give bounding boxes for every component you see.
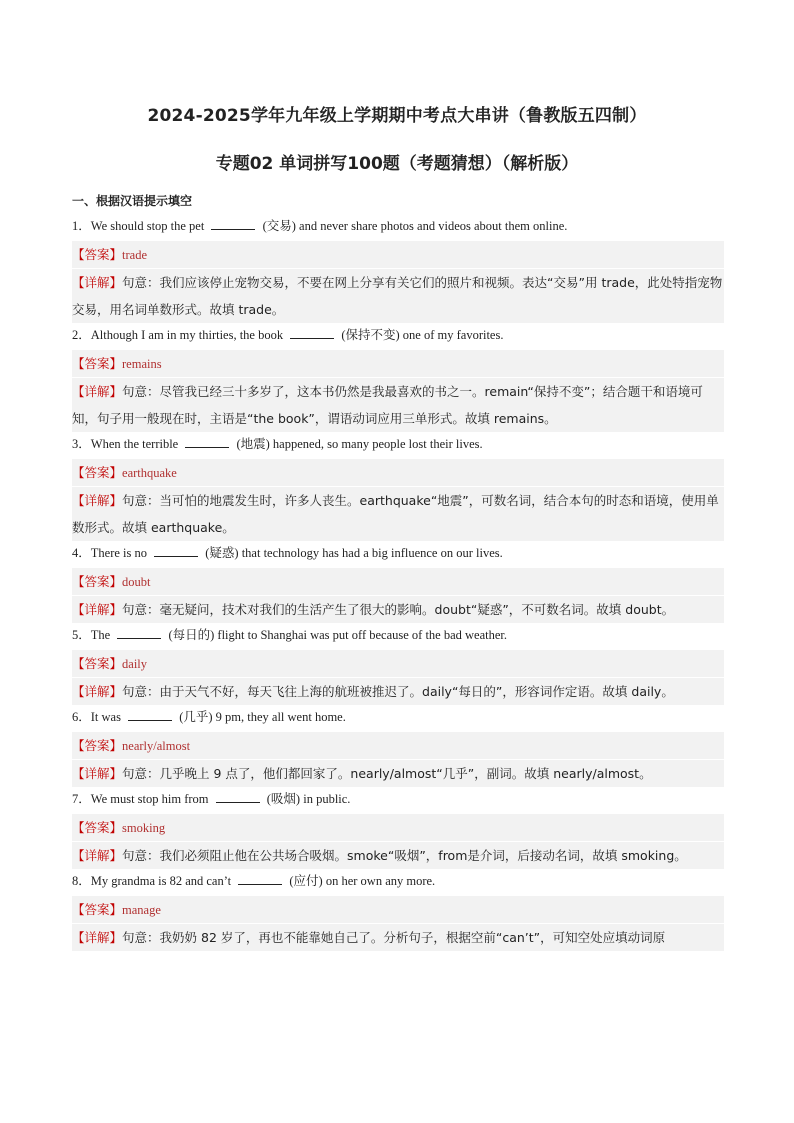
answer-value: earthquake bbox=[122, 466, 177, 480]
answer-value: smoking bbox=[122, 821, 166, 835]
detail-tag: 【详解】 bbox=[72, 384, 123, 399]
answer-blank bbox=[216, 790, 260, 803]
question-item bbox=[72, 787, 724, 814]
question-text-before: When the terrible bbox=[90, 437, 182, 451]
answer-line bbox=[72, 568, 724, 596]
question-number: 1． bbox=[72, 219, 91, 233]
detail-tag: 【详解】 bbox=[72, 684, 123, 699]
answer-line bbox=[72, 732, 724, 760]
explanation-text: 句意：我奶奶 82 岁了，再也不能靠她自己了。分析句子，根据空前“can’t”，可知空处应填动词原 bbox=[122, 930, 666, 945]
detail-tag: 【详解】 bbox=[72, 930, 123, 945]
answer-line bbox=[72, 896, 724, 924]
question-text-before: We must stop him from bbox=[90, 792, 212, 806]
question-number: 7． bbox=[72, 792, 91, 806]
explanation-line bbox=[72, 678, 724, 705]
answer-blank bbox=[128, 708, 172, 721]
question-item bbox=[72, 323, 724, 350]
explanation-text: 句意：由于天气不好，每天飞往上海的航班被推迟了。daily“每日的”，形容词作定语。故填 daily。 bbox=[122, 684, 674, 699]
question-item bbox=[72, 214, 724, 241]
explanation-text: 句意：毫无疑问，技术对我们的生活产生了很大的影响。doubt“疑惑”，不可数名词。故填 doubt。 bbox=[122, 602, 675, 617]
answer-line bbox=[72, 814, 724, 842]
explanation-text: 句意：几乎晚上 9 点了，他们都回家了。nearly/almost“几乎”，副词。故填 nearly/almost。 bbox=[122, 766, 652, 781]
question-item bbox=[72, 869, 724, 896]
question-text-before: My grandma is 82 and can’t bbox=[90, 874, 235, 888]
answer-tag: 【答案】 bbox=[72, 656, 123, 671]
explanation-line bbox=[72, 487, 724, 541]
question-hint: (地震) happened, so many people lost their lives. bbox=[233, 437, 483, 451]
question-hint: (应付) on her own any more. bbox=[286, 874, 436, 888]
question-item bbox=[72, 541, 724, 568]
answer-tag: 【答案】 bbox=[72, 574, 123, 589]
solution-box bbox=[72, 241, 724, 323]
question-item bbox=[72, 705, 724, 732]
explanation-line bbox=[72, 760, 724, 787]
detail-tag: 【详解】 bbox=[72, 766, 123, 781]
answer-line bbox=[72, 650, 724, 678]
question-hint: (每日的) flight to Shanghai was put off because of the bad weather. bbox=[165, 628, 508, 642]
solution-box bbox=[72, 814, 724, 869]
question-number: 4． bbox=[72, 546, 91, 560]
answer-tag: 【答案】 bbox=[72, 820, 123, 835]
explanation-line bbox=[72, 842, 724, 869]
question-number: 2． bbox=[72, 328, 91, 342]
question-hint: (几乎) 9 pm, they all went home. bbox=[176, 710, 346, 724]
explanation-line bbox=[72, 924, 724, 951]
answer-tag: 【答案】 bbox=[72, 465, 123, 480]
document-subtitle: 专题02 单词拼写100题（考题猜想）（解析版） bbox=[215, 154, 579, 174]
answer-blank bbox=[290, 326, 334, 339]
answer-blank bbox=[211, 217, 255, 230]
answer-value: daily bbox=[122, 657, 148, 671]
question-text-before: The bbox=[90, 628, 114, 642]
question-text-before: It was bbox=[90, 710, 125, 724]
answer-line bbox=[72, 241, 724, 269]
solution-box bbox=[72, 896, 724, 951]
detail-tag: 【详解】 bbox=[72, 275, 123, 290]
answer-value: manage bbox=[122, 903, 161, 917]
question-text-before: There is no bbox=[90, 546, 151, 560]
question-hint: (疑惑) that technology has had a big influence on our lives. bbox=[202, 546, 503, 560]
answer-line bbox=[72, 350, 724, 378]
answer-blank bbox=[154, 544, 198, 557]
detail-tag: 【详解】 bbox=[72, 848, 123, 863]
answer-blank bbox=[185, 435, 229, 448]
explanation-line bbox=[72, 269, 724, 323]
question-item bbox=[72, 623, 724, 650]
explanation-text: 句意：尽管我已经三十多岁了，这本书仍然是我最喜欢的书之一。remain“保持不变”；结合题干和语境可知，句子用一般现在时，主语是“the book”，谓语动词应用三单形式。故填 remains。 bbox=[72, 384, 703, 426]
answer-blank bbox=[238, 872, 282, 885]
answer-value: trade bbox=[122, 248, 147, 262]
detail-tag: 【详解】 bbox=[72, 602, 123, 617]
answer-blank bbox=[117, 626, 161, 639]
question-hint: (吸烟) in public. bbox=[263, 792, 351, 806]
answer-tag: 【答案】 bbox=[72, 902, 123, 917]
solution-box bbox=[72, 568, 724, 623]
section-heading: 一、根据汉语提示填空 bbox=[72, 194, 193, 208]
solution-box bbox=[72, 732, 724, 787]
question-number: 6． bbox=[72, 710, 91, 724]
question-hint: (保持不变) one of my favorites. bbox=[338, 328, 504, 342]
solution-box bbox=[72, 350, 724, 432]
document-title: 2024-2025学年九年级上学期期中考点大串讲（鲁教版五四制） bbox=[147, 106, 647, 126]
question-number: 5． bbox=[72, 628, 91, 642]
answer-tag: 【答案】 bbox=[72, 247, 123, 262]
question-number: 8． bbox=[72, 874, 91, 888]
question-hint: (交易) and never share photos and videos about them online. bbox=[259, 219, 568, 233]
explanation-line bbox=[72, 596, 724, 623]
answer-tag: 【答案】 bbox=[72, 356, 123, 371]
answer-value: remains bbox=[122, 357, 162, 371]
question-text-before: Although I am in my thirties, the book bbox=[90, 328, 287, 342]
explanation-text: 句意：我们必须阻止他在公共场合吸烟。smoke“吸烟”，from是介词，后接动名词，故填 smoking。 bbox=[122, 848, 687, 863]
explanation-line bbox=[72, 378, 724, 432]
explanation-text: 句意：当可怕的地震发生时，许多人丧生。earthquake“地震”，可数名词，结合本句的时态和语境，使用单数形式。故填 earthquake。 bbox=[72, 493, 719, 535]
detail-tag: 【详解】 bbox=[72, 493, 123, 508]
question-text-before: We should stop the pet bbox=[90, 219, 208, 233]
answer-value: nearly/almost bbox=[122, 739, 191, 753]
question-list bbox=[72, 214, 724, 951]
solution-box bbox=[72, 650, 724, 705]
solution-box bbox=[72, 459, 724, 541]
answer-value: doubt bbox=[122, 575, 151, 589]
answer-line bbox=[72, 459, 724, 487]
answer-tag: 【答案】 bbox=[72, 738, 123, 753]
question-item bbox=[72, 432, 724, 459]
explanation-text: 句意：我们应该停止宠物交易，不要在网上分享有关它们的照片和视频。表达“交易”用 trade，此处特指宠物交易，用名词单数形式。故填 trade。 bbox=[72, 275, 723, 317]
question-number: 3． bbox=[72, 437, 91, 451]
